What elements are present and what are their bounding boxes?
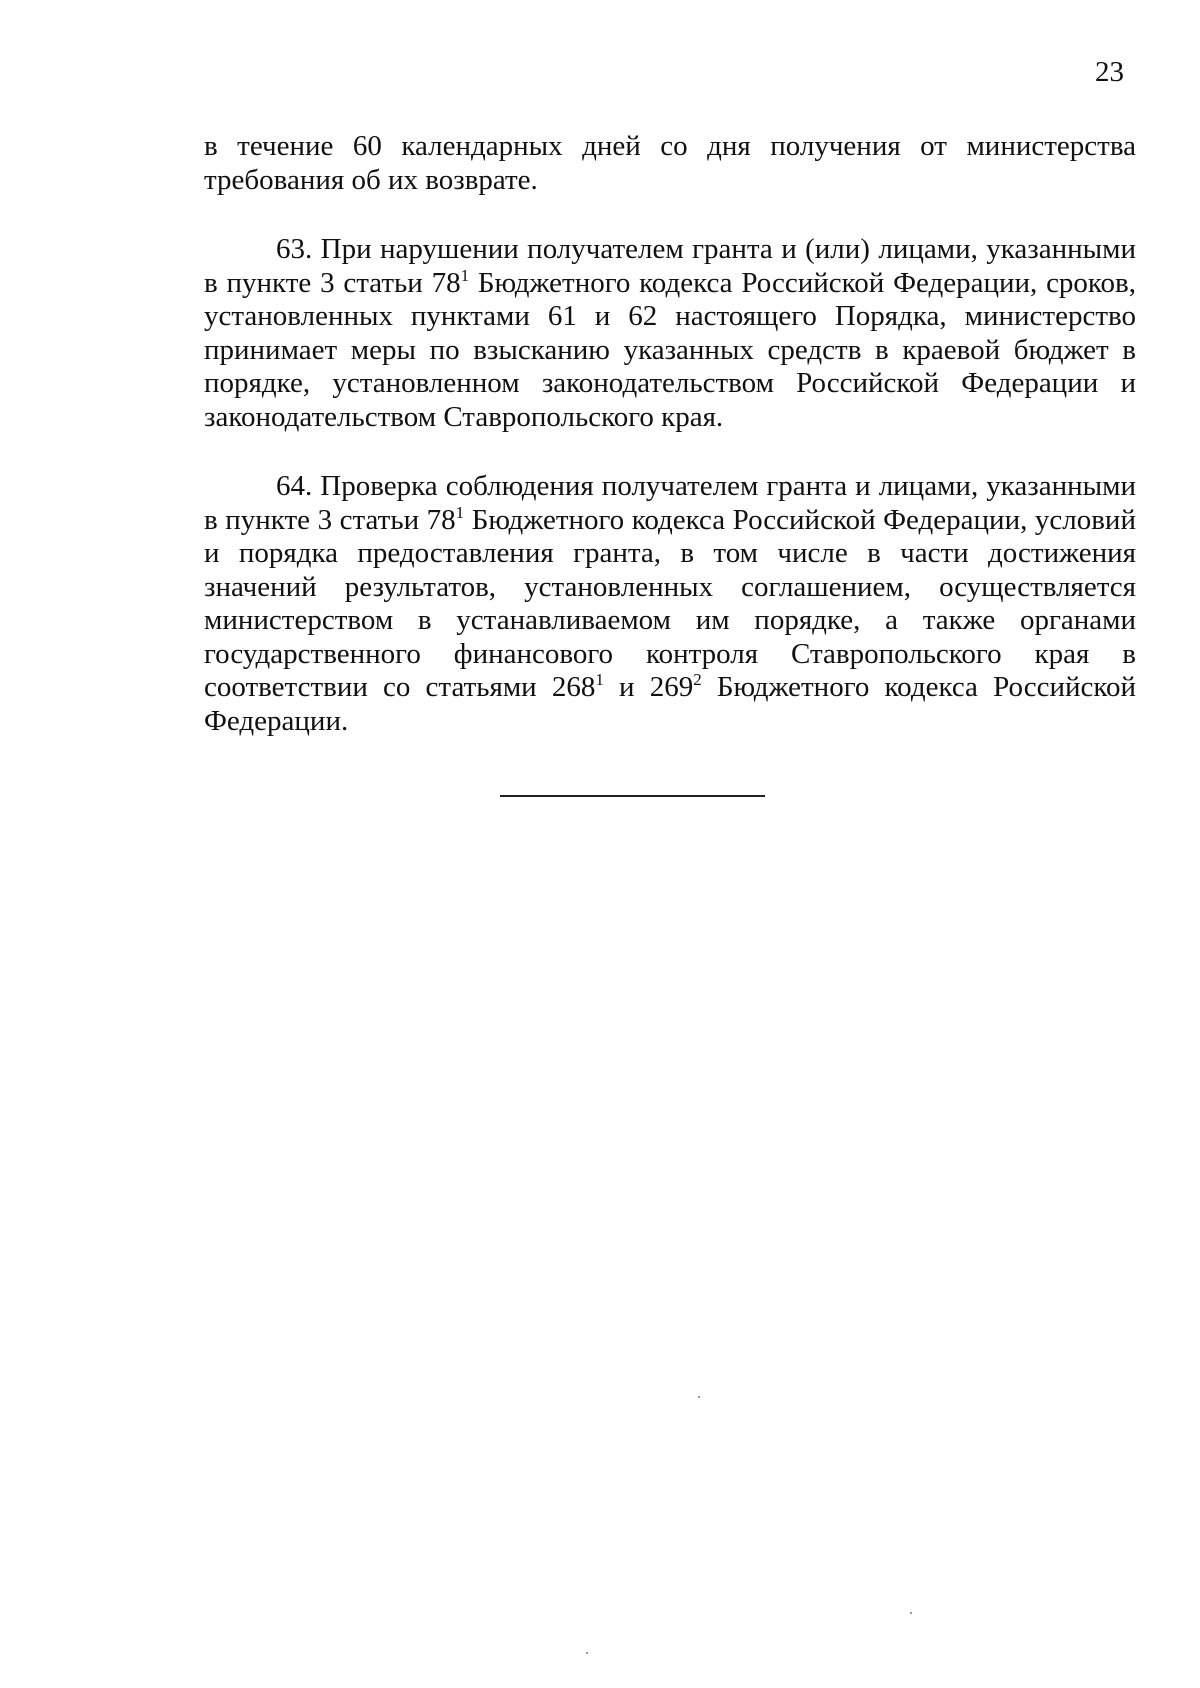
page-number: 23 [1095,56,1124,88]
end-of-document-rule [500,795,765,797]
paragraph-64 [204,470,1136,738]
paragraph-64-text-3: и 269 [603,671,694,703]
scan-speck [910,1612,912,1614]
scan-speck [586,1652,588,1654]
scan-speck [698,1396,700,1398]
paragraph-64-text-1: 64. Проверка соблюдения получателем гранта и лицами, указанными в пункте 3 статьи 78 [204,470,1136,536]
paragraph-63 [204,233,1136,434]
paragraph-63-superscript: 1 [460,265,470,285]
paragraph-64-superscript-2: 1 [595,670,604,689]
paragraph-63-text-1: 63. При нарушении получателем гранта и (или) лицами, указанными в пункте 3 статьи 78 [204,233,1136,299]
paragraph-64-superscript-1: 1 [455,502,465,522]
paragraph-64-superscript-3: 2 [693,670,702,689]
paragraph-63-text-2: Бюджетного кодекса Российской Федерации, сроков, установленных пунктами 61 и 62 настоящего Порядка, министерство принимает меры по взысканию указанных средств в краевой бюджет в порядке, установленном законодательством Российской Федерации и законодательством Ставропольского края. [204,266,1136,433]
paragraph-64-text-2: Бюджетного кодекса Российской Федерации, условий и порядка предоставления гранта, в том числе в части достижения значений результатов, установленных соглашением, осуществляется министерством в устанавливаемом им порядке, а также органами государственного финансового контроля Ставропольского края в соответствии со статьями 268 [204,503,1136,703]
paragraph-continuation: в течение 60 календарных дней со дня получения от министерства требования об их возврате. [204,130,1136,196]
paragraph-64-text-4: Бюджетного кодекса Российской Федерации. [204,671,1136,737]
document-body [204,130,1136,738]
